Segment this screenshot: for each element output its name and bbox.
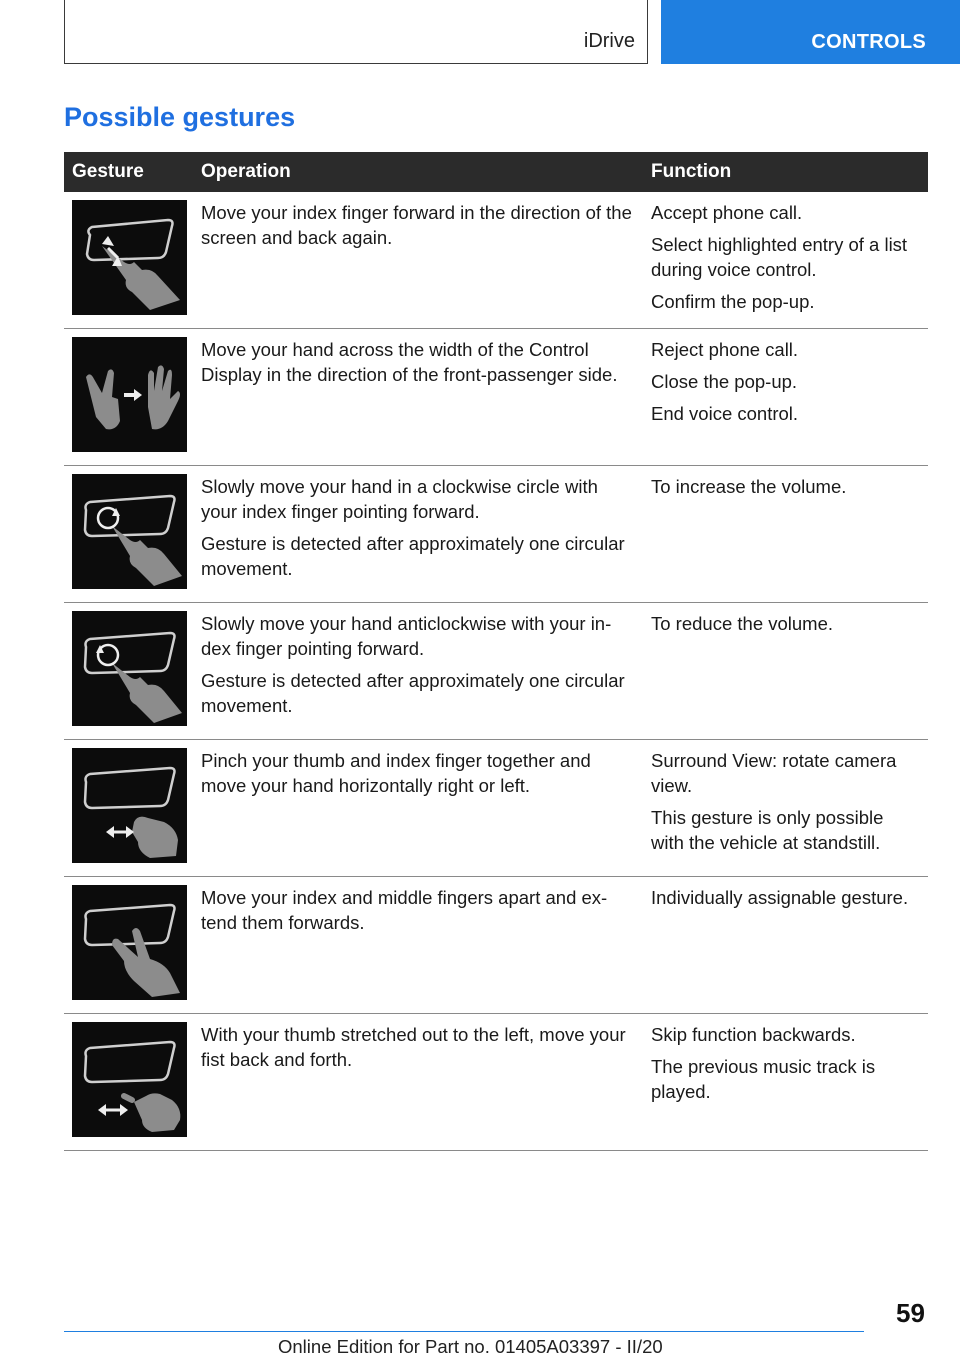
function-text: To increase the volume. <box>651 476 847 497</box>
two-finger-spread-gesture-icon <box>72 885 187 1000</box>
operation-text: Slowly move your hand anticlockwise with your in‐dex finger pointing forward. <box>201 613 612 659</box>
function-text: To reduce the volume. <box>651 613 834 634</box>
operation-text: Move your index finger forward in the direction of the screen and back again. <box>201 202 632 248</box>
table-header-row <box>64 152 928 192</box>
function-text: This gesture is only possible with the vehicle at standstill. <box>651 807 884 853</box>
table-row <box>64 877 928 1014</box>
circle-clockwise-gesture-icon <box>72 474 187 589</box>
operation-text: Pinch your thumb and index finger together and move your hand horizontally right or left. <box>201 750 591 796</box>
table-row <box>64 740 928 877</box>
operation-text: Gesture is detected after approximately one circular movement. <box>201 533 625 579</box>
pinch-rotate-gesture-icon <box>72 748 187 863</box>
column-header-operation: Operation <box>193 152 643 192</box>
operation-text: Move your index and middle fingers apart and ex‐tend them forwards. <box>201 887 608 933</box>
footer-edition-text: Online Edition for Part no. 01405A03397 - II/20 <box>278 1336 663 1357</box>
header-chapter-tab[interactable] <box>661 0 960 64</box>
chapter-title: CONTROLS <box>811 31 926 53</box>
swipe-hand-gesture-icon <box>72 337 187 452</box>
circle-anticlockwise-gesture-icon <box>72 611 187 726</box>
table-row <box>64 192 928 329</box>
operation-text: Gesture is detected after approximately one circular movement. <box>201 670 625 716</box>
tap-forward-gesture-icon <box>72 200 187 315</box>
function-text: Confirm the pop-up. <box>651 291 815 312</box>
page-title: Possible gestures <box>64 102 296 132</box>
table-row <box>64 466 928 603</box>
column-header-function: Function <box>643 152 928 192</box>
footer-divider <box>64 1331 864 1332</box>
function-text: The previous music track is played. <box>651 1056 876 1102</box>
table-row <box>64 603 928 740</box>
function-text: Accept phone call. <box>651 202 803 223</box>
function-text: Select highlighted entry of a list during voice control. <box>651 234 908 280</box>
table-row <box>64 329 928 466</box>
function-text: Surround View: rotate camera view. <box>651 750 897 796</box>
fist-thumb-gesture-icon <box>72 1022 187 1137</box>
operation-text: Move your hand across the width of the Control Display in the direction of the front-passenger side. <box>201 339 618 385</box>
function-text: Reject phone call. <box>651 339 799 360</box>
function-text: End voice control. <box>651 403 799 424</box>
table-row <box>64 1014 928 1151</box>
page-number: 59 <box>896 1298 925 1328</box>
function-text: Skip function backwards. <box>651 1024 856 1045</box>
operation-text: Slowly move your hand in a clockwise circle with your index finger pointing forward. <box>201 476 598 522</box>
section-title: iDrive <box>583 30 635 52</box>
function-text: Close the pop-up. <box>651 371 798 392</box>
operation-text: With your thumb stretched out to the left, move your fist back and forth. <box>201 1024 626 1070</box>
column-header-gesture: Gesture <box>64 152 193 192</box>
gestures-table <box>64 152 928 1151</box>
header-section-box <box>64 0 648 64</box>
function-text: Individually assignable gesture. <box>651 887 909 908</box>
